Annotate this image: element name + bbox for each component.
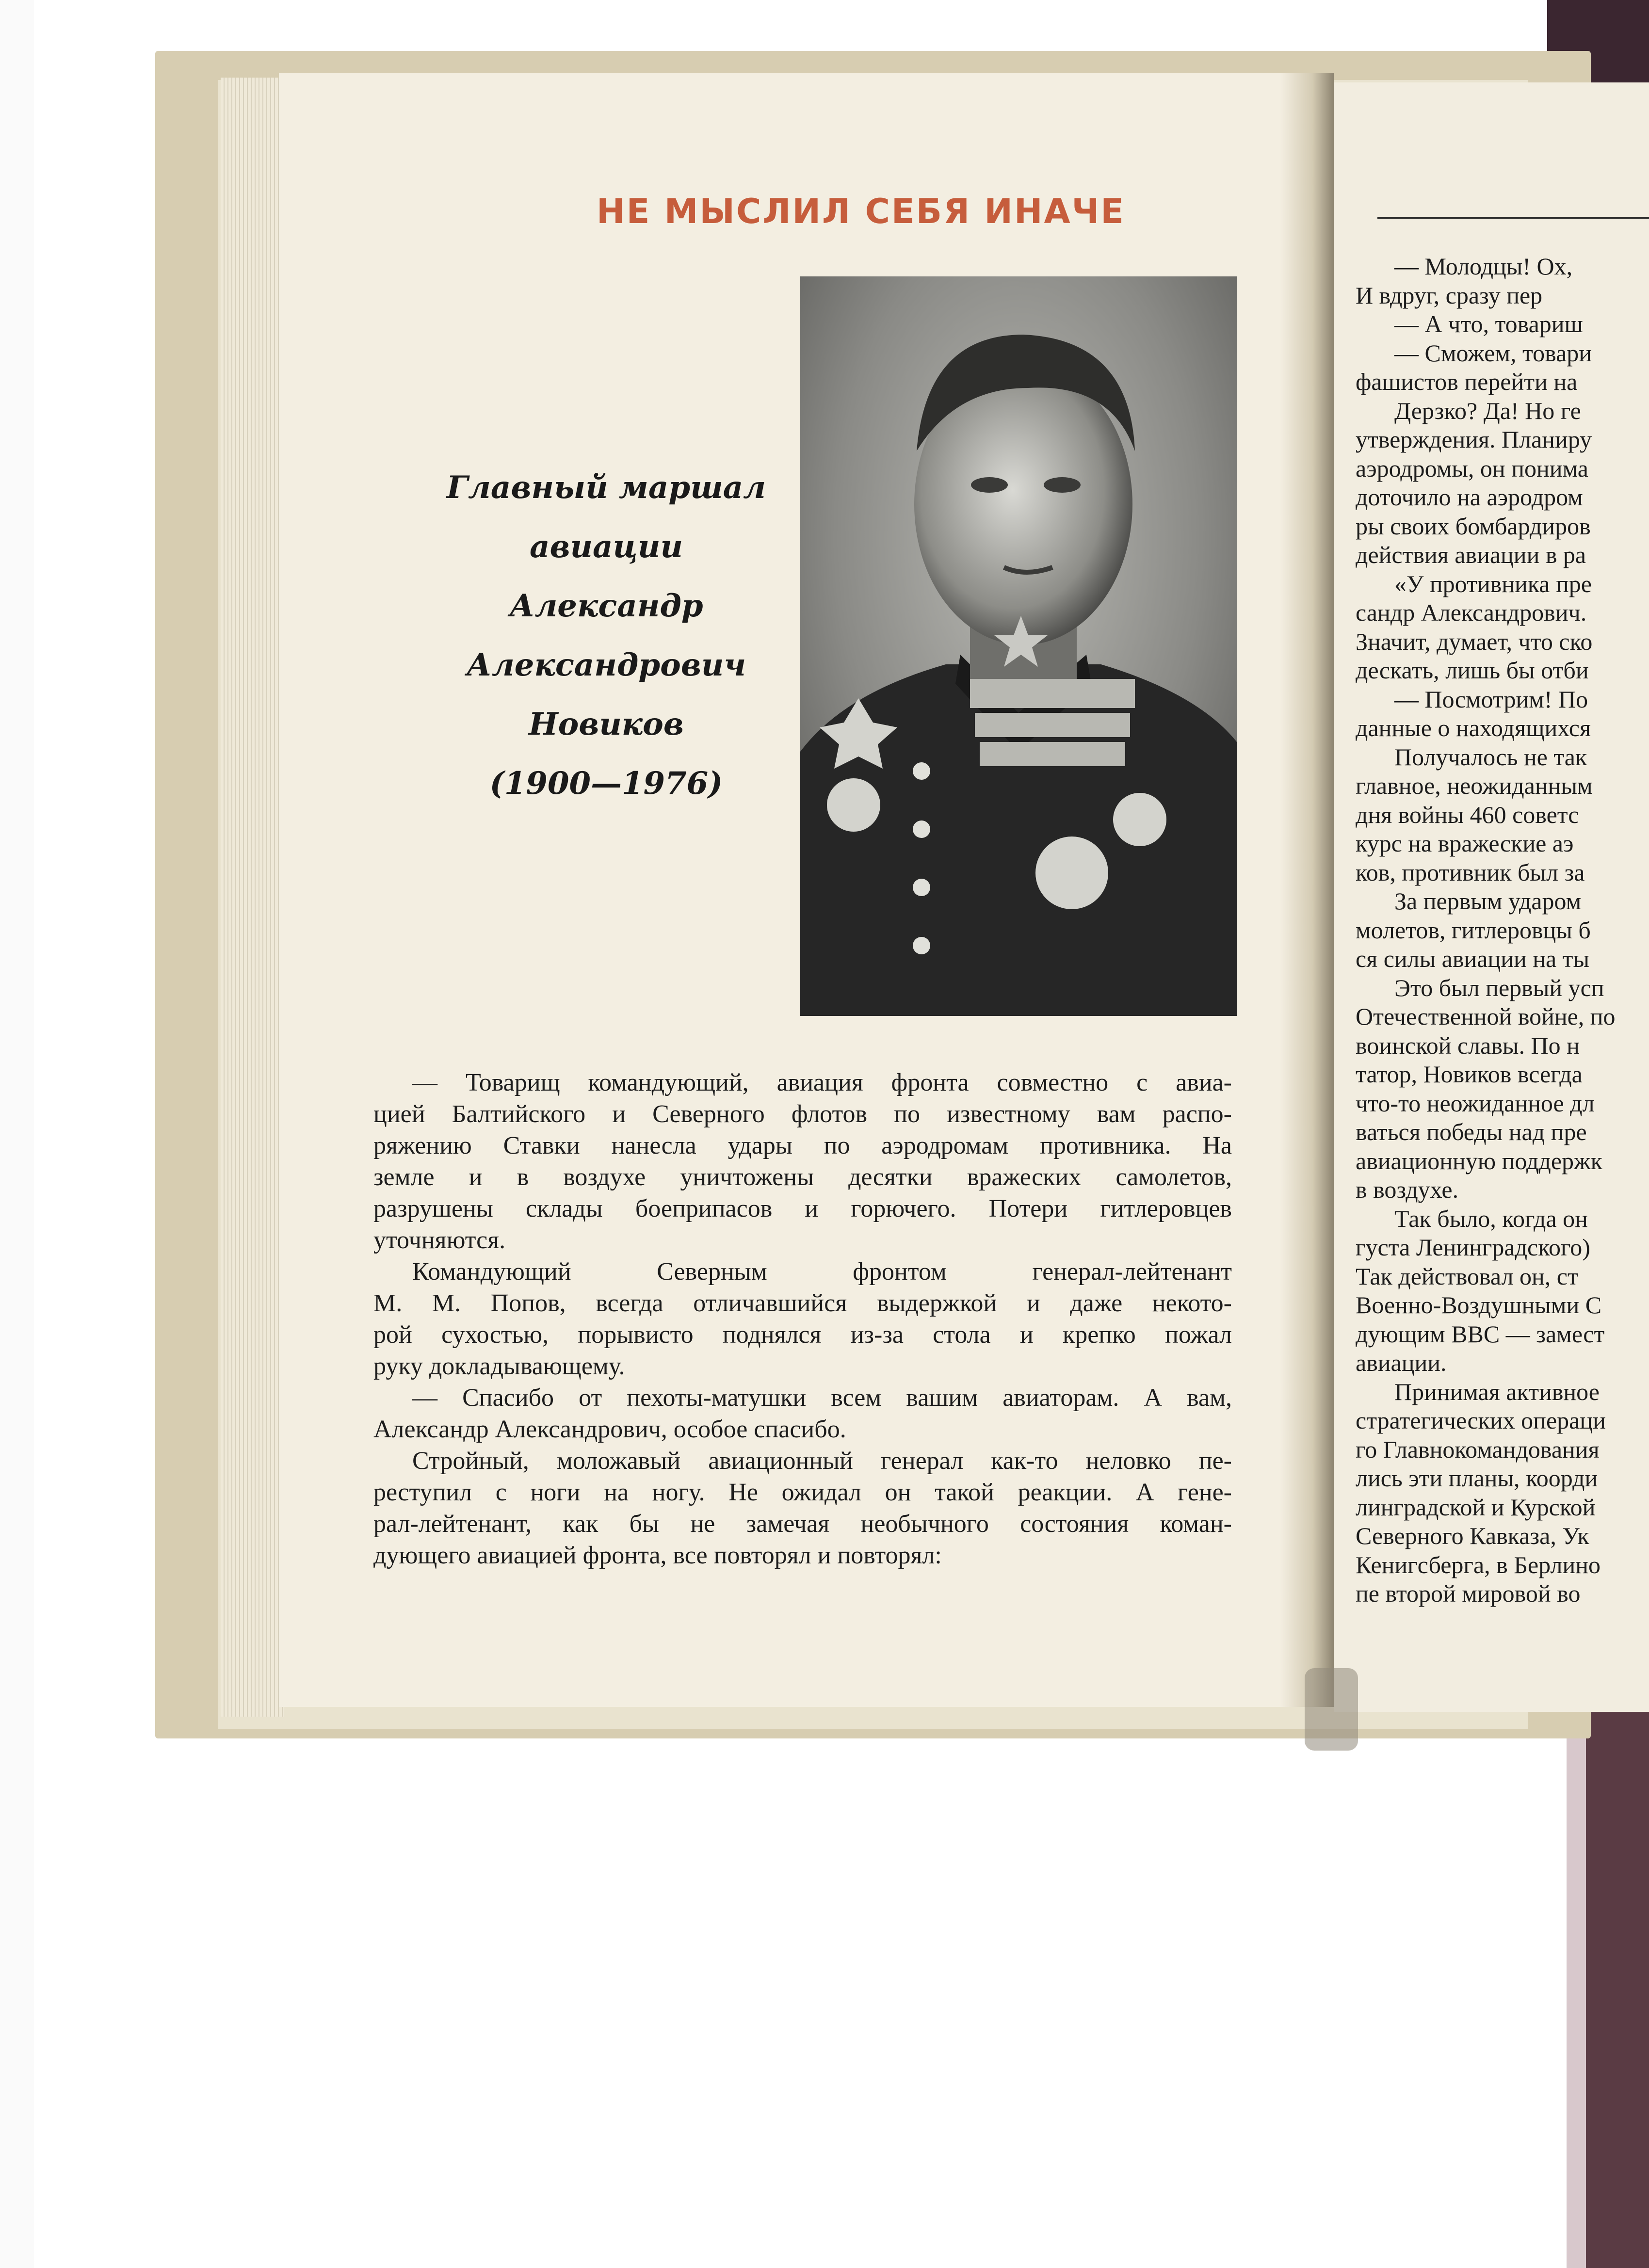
right-page-rule [1377,217,1649,219]
text-line: М. М. Попов, всегда отличавшийся выдержкой и даже некото- [373,1289,1232,1317]
text-line: дующего авиацией фронта, все повторял и повторял: [373,1542,942,1569]
text-line: сандр Александрович. [1356,599,1587,626]
text-line: доточило на аэродром [1356,483,1583,511]
text-line: аэродромы, он понима [1356,454,1588,482]
text-line: ся силы авиации на ты [1356,945,1590,972]
text-line: реступил с ноги на ногу. Не ожидал он такой реакции. А гене- [373,1479,1232,1506]
caption-line: Александрович [466,647,746,683]
caption-line: авиации [530,529,683,565]
spine-shadow [1305,1668,1358,1751]
text-line: что-то неожиданное дл [1356,1089,1595,1117]
text-line: данные о находящихся [1356,714,1591,741]
text-line: И вдруг, сразу пер [1356,281,1543,309]
page-edges [221,78,284,1717]
text-line: го Главнокомандования [1356,1435,1600,1463]
text-line: — Сможем, товари [1394,339,1592,367]
text-line: ры своих бомбардиров [1356,512,1591,540]
book-gutter [1280,73,1334,1707]
text-line: — Товарищ командующий, авиация фронта совместно с авиа- [412,1069,1232,1096]
text-line: Получалось не так [1394,743,1587,771]
text-line: молетов, гитлеровцы б [1356,916,1591,944]
portrait-caption [427,458,786,813]
caption-line: Александр [509,588,703,624]
text-line: дующим ВВС — замест [1356,1320,1605,1348]
right-page-text [1356,252,1649,1609]
text-line: в воздухе. [1356,1176,1459,1203]
text-line: Военно-Воздушными С [1356,1291,1602,1319]
text-line: ков, противник был за [1356,858,1585,886]
text-line: уточняются. [373,1226,506,1254]
portrait-photo-icon [800,276,1237,1016]
text-line: Это был первый усп [1394,974,1604,1001]
text-line: Дерзко? Да! Но ге [1394,397,1581,424]
text-line: утверждения. Планиру [1356,426,1592,453]
text-line: авиационную поддержк [1356,1147,1602,1174]
text-line: дескать, лишь бы отби [1356,657,1589,684]
text-line: Принимая активное [1394,1378,1600,1405]
text-line: Александр Александрович, особое спасибо. [373,1415,846,1443]
text-line: ваться победы над пре [1356,1118,1587,1145]
text-line: Командующий Северным фронтом генерал-лейтенант [412,1258,1232,1286]
text-line: Северного Кавказа, Ук [1356,1522,1589,1549]
text-line: «У противника пре [1394,570,1592,597]
caption-line: Новиков [529,706,684,742]
text-line: — А что, товариш [1394,310,1584,338]
text-line: действия авиации в ра [1356,541,1586,568]
text-line: Значит, думает, что ско [1356,627,1593,655]
text-line: рой сухостью, порывисто поднялся из-за стола и крепко пожал [373,1321,1232,1349]
text-line: За первым ударом [1394,887,1582,915]
text-line: татор, Новиков всегда [1356,1061,1583,1088]
text-line: Отечественной войне, по [1356,1003,1616,1030]
text-line: лись эти планы, коорди [1356,1464,1598,1492]
caption-line: (1900—1976) [489,765,723,802]
text-line: воинской славы. По н [1356,1031,1580,1059]
text-line: — Спасибо от пехоты-матушки всем вашим авиаторам. А вам, [412,1384,1232,1412]
chapter-title: НЕ МЫСЛИЛ СЕБЯ ИНАЧЕ [597,192,1126,231]
scanner-margin-left [0,0,34,2268]
text-line: — Посмотрим! По [1394,685,1588,713]
text-line: авиации. [1356,1349,1447,1376]
text-line: Так было, когда он [1394,1205,1588,1232]
text-line: — Молодцы! Ох, [1394,253,1573,280]
text-line: стратегических операци [1356,1407,1606,1434]
text-line: курс на вражеские аэ [1356,830,1574,857]
text-line: пе второй мировой во [1356,1580,1581,1607]
text-line: ряжению Ставки нанесла удары по аэродромам противника. На [373,1132,1232,1159]
text-line: Так действовал он, ст [1356,1262,1578,1290]
text-line: Кенигсберга, в Берлино [1356,1551,1600,1578]
text-line: цией Балтийского и Северного флотов по известному вам распо- [373,1100,1232,1128]
text-line: земле и в воздухе уничтожены десятки вражеских самолетов, [373,1163,1232,1191]
text-line: разрушены склады боеприпасов и горючего. Потери гитлеровцев [373,1195,1232,1222]
caption-line: Главный маршал [446,469,766,506]
left-page-text [373,1067,1232,1571]
text-line: руку докладывающему. [373,1352,625,1380]
text-line: линградской и Курской [1356,1493,1596,1521]
text-line: главное, неожиданным [1356,772,1593,799]
text-line: фашистов перейти на [1356,368,1578,395]
text-line: Стройный, моложавый авиационный генерал как-то неловко пе- [412,1447,1232,1475]
text-line: густа Ленинградского) [1356,1234,1590,1261]
text-line: рал-лейтенант, как бы не замечая необычного состояния коман- [373,1510,1232,1538]
text-line: дня войны 460 советс [1356,801,1579,828]
